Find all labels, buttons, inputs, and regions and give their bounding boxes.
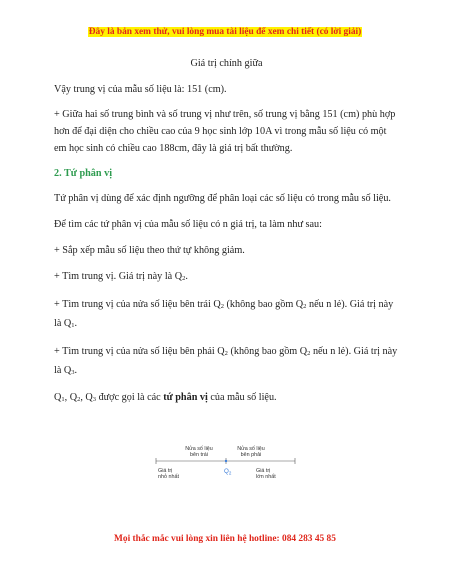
max-label-line1: Giá trị bbox=[256, 468, 271, 474]
median-caption: Giá trị chính giữa bbox=[190, 58, 263, 69]
quartile-sentence: Q1, Q2, Q3 được gọi là các tứ phân vị của mẫu số liệu. bbox=[54, 392, 277, 403]
quartile-diagram-svg bbox=[151, 437, 301, 492]
right-half-label-line2: bên phải bbox=[240, 452, 262, 458]
preview-notice-banner bbox=[0, 27, 450, 37]
quartile-definition: Tứ phân vị dùng để xác định ngưỡng để phân loại các số liệu có trong mẫu số liệu. bbox=[54, 193, 391, 204]
quartile-term: tứ phân vị bbox=[163, 392, 208, 403]
left-half-label-line1: Nửa số liệu bbox=[185, 446, 213, 452]
quartile-diagram bbox=[151, 437, 301, 492]
step-q3: + Tìm trung vị của nửa số liệu bên phải Q2 (không bao gồm Q2 nếu n lẻ). Giá trị này là Q3. bbox=[54, 346, 398, 376]
min-label-line2: nhỏ nhất bbox=[158, 474, 179, 480]
step-q1: + Tìm trung vị của nửa số liệu bên trái Q2 (không bao gồm Q2 nếu n lẻ). Giá trị này là Q1. bbox=[54, 299, 394, 329]
hotline-footer bbox=[0, 534, 450, 544]
method-intro: Để tìm các tứ phân vị của mẫu số liệu có n giá trị, ta làm như sau: bbox=[54, 219, 322, 230]
median-conclusion: Vậy trung vị của mẫu số liệu là: 151 (cm). bbox=[54, 84, 227, 95]
q2-label: $Q_2$ bbox=[224, 468, 232, 476]
preview-notice-text: Đây là bản xem thử, vui lòng mua tài liệu để xem chi tiết (có lời giải) bbox=[88, 27, 362, 37]
section-heading-quartiles: 2. Tứ phân vị bbox=[54, 168, 113, 179]
step-sort: + Sắp xếp mẫu số liệu theo thứ tự không giảm. bbox=[54, 245, 245, 256]
hotline-text: Mọi thắc mắc vui lòng xin liên hệ hotline: 084 283 45 85 bbox=[114, 534, 336, 544]
comparison-paragraph: + Giữa hai số trung bình và số trung vị như trên, số trung vị bằng 151 (cm) phù hợp hơn để đại diện cho chiều cao của 9 học sinh lớp 10A vì trong mẫu số liệu có một em học sinh có chiều cao 188cm, đây là giá trị bất thường. bbox=[54, 109, 396, 154]
q2-point bbox=[225, 460, 227, 462]
max-label-line2: lớn nhất bbox=[256, 474, 276, 480]
right-half-label-line1: Nửa số liệu bbox=[237, 446, 265, 452]
min-label-line1: Giá trị bbox=[158, 468, 173, 474]
document-body bbox=[54, 55, 399, 408]
step-median: + Tìm trung vị. Giá trị này là Q2. bbox=[54, 271, 188, 282]
left-half-label-line2: bên trái bbox=[190, 452, 208, 458]
